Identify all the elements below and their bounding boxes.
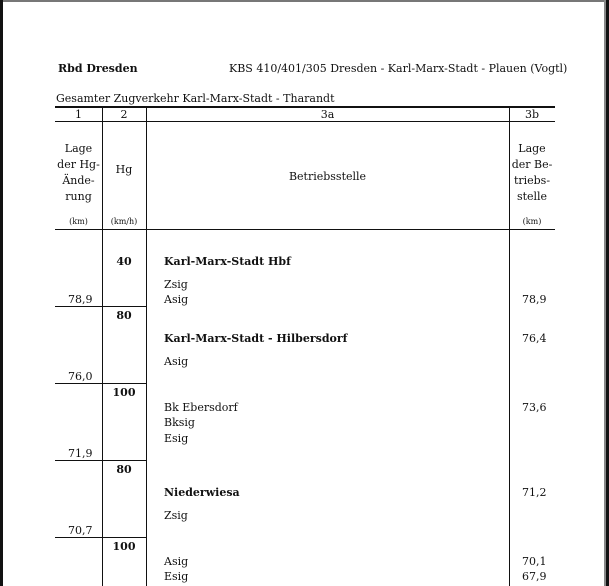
divider-col1-col2 [102, 107, 103, 586]
hg-section-rule [102, 537, 146, 538]
station-km: 71,2 [522, 486, 547, 499]
hg-section-rule [55, 306, 102, 307]
station-name: Niederwiesa [164, 486, 240, 499]
col-number-1: 1 [75, 108, 82, 121]
hg-section-rule [55, 537, 102, 538]
signal-name: Asig [164, 293, 189, 306]
station-km: 67,9 [522, 570, 547, 583]
signal-name: Asig [164, 355, 189, 368]
signal-name: Esig [164, 570, 189, 583]
col1-header-line: Ände- [62, 174, 95, 187]
hg-change-km: 76,0 [68, 370, 93, 383]
hg-section-rule [102, 306, 146, 307]
signal-name: Zsig [164, 278, 188, 291]
col1-header-line: Lage [64, 142, 93, 155]
signal-name: Esig [164, 432, 189, 445]
col2-header: Hg [115, 163, 133, 176]
col-number-3b: 3b [524, 108, 540, 121]
col1-header-line: der Hg- [57, 158, 100, 171]
station-km: 73,6 [522, 401, 547, 414]
hg-section-rule [55, 460, 102, 461]
station-name: Bk Ebersdorf [164, 401, 238, 414]
hg-change-km: 78,9 [68, 293, 93, 306]
col3b-header-line: der Be- [511, 158, 553, 171]
station-km: 76,4 [522, 332, 547, 345]
header-region: Rbd Dresden [58, 62, 138, 75]
hg-section-rule [102, 383, 146, 384]
col3b-header-line: Lage [518, 142, 546, 155]
col-number-3a: 3a [320, 108, 335, 121]
col3b-header [509, 141, 555, 205]
header-bottom-rule [55, 229, 555, 230]
page-edge-left [0, 0, 3, 586]
column-number-rule [55, 121, 555, 122]
hg-section-rule [55, 383, 102, 384]
col1-header [55, 141, 102, 205]
hg-speed: 100 [112, 540, 136, 553]
document-subtitle: Gesamter Zugverkehr Karl-Marx-Stadt - Tharandt [56, 92, 335, 105]
col2-unit: (km/h) [110, 217, 138, 226]
signal-name: Bksig [164, 416, 195, 429]
col1-unit: (km) [69, 217, 88, 226]
col3b-header-line: triebs- [513, 174, 551, 187]
page-edge-top [3, 0, 606, 2]
station-name: Karl-Marx-Stadt Hbf [164, 255, 291, 268]
hg-speed: 80 [116, 309, 132, 322]
signal-name: Asig [164, 555, 189, 568]
hg-speed: 80 [116, 463, 132, 476]
col3a-header: Betriebsstelle [288, 170, 367, 183]
col-number-2: 2 [120, 108, 128, 121]
col1-header-line: rung [65, 190, 92, 203]
signal-name: Zsig [164, 509, 188, 522]
header-route: KBS 410/401/305 Dresden - Karl-Marx-Stadt - Plauen (Vogtl) [229, 62, 568, 75]
col3b-header-line: stelle [516, 190, 548, 203]
hg-change-km: 71,9 [68, 447, 93, 460]
station-km: 78,9 [522, 293, 547, 306]
hg-speed: 40 [116, 255, 132, 268]
hg-change-km: 70,7 [68, 524, 93, 537]
station-km: 70,1 [522, 555, 547, 568]
station-name: Karl-Marx-Stadt - Hilbersdorf [164, 332, 348, 345]
hg-section-rule [102, 460, 146, 461]
hg-speed: 100 [112, 386, 136, 399]
col3b-unit: (km) [522, 217, 542, 226]
